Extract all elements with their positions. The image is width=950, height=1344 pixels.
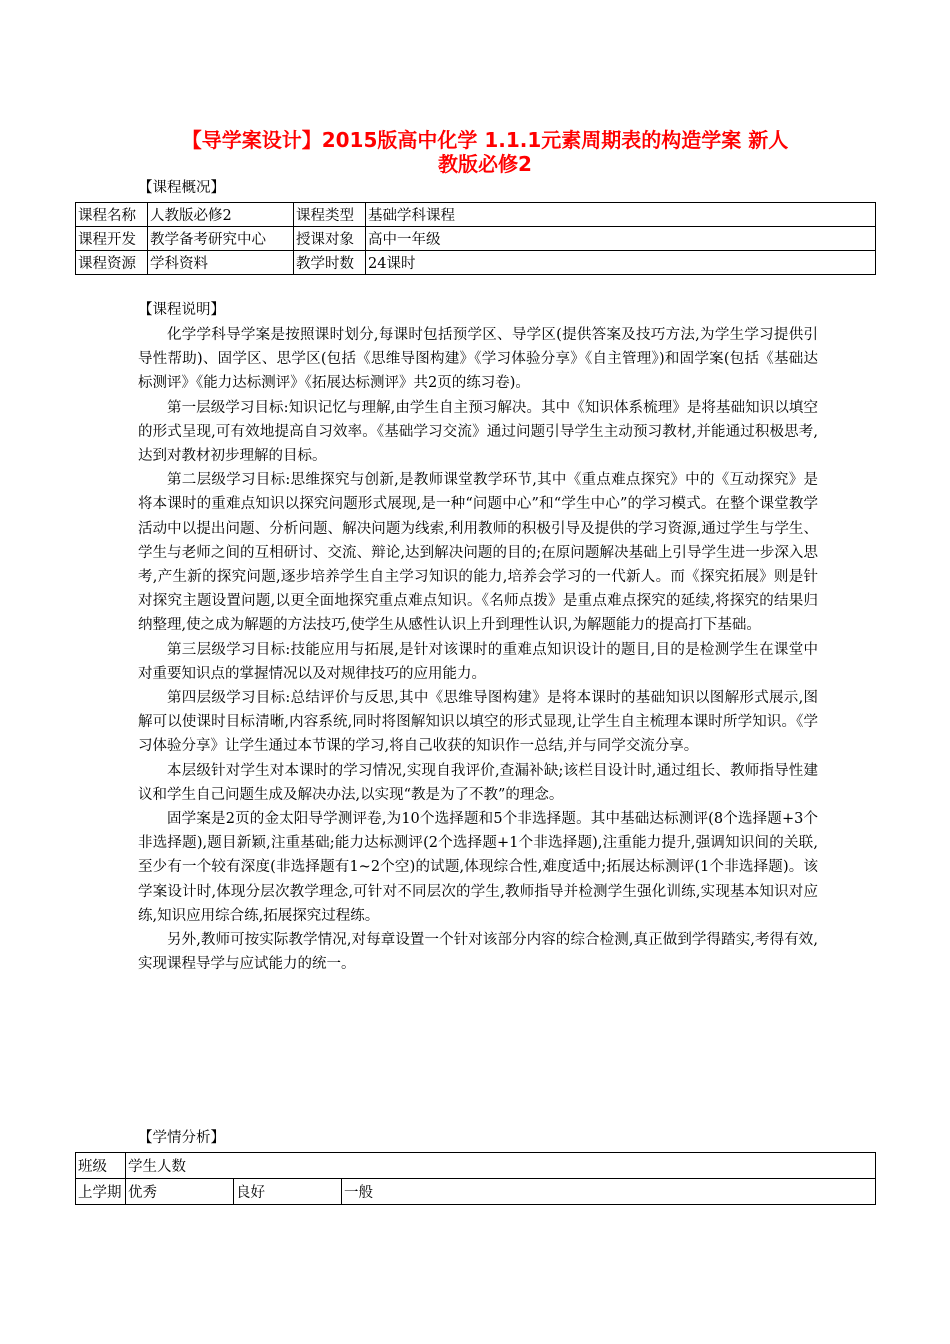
paragraph: 第二层级学习目标:思维探究与创新,是教师课堂教学环节,其中《重点难点探究》中的《互动探究》是将本课时的重难点知识以探究问题形式展现,是一种“问题中心”和“学生中心”的学习模式。在整个课堂教学活动中以提出问题、分析问题、解决问题为线索,利用教师的积极引导及提供的学习资源,通过学生与学生、学生与老师之间的互相研讨、交流、辩论,达到解决问题的目的;在原问题解决基础上引导学生进一步深入思考,产生新的探究问题,逐步培养学生自主学习知识的能力,培养会学习的一代新人。而《探究拓展》则是针对探究主题设置问题,以更全面地探究重点难点知识。《名师点拨》是重点难点探究的延续,将探究的结果归纳整理,使之成为解题的方法技巧,使学生从感性认识上升到理性认识,为解题能力的提高打下基础。 (138, 472, 818, 634)
paragraph: 第三层级学习目标:技能应用与拓展,是针对该课时的重难点知识设计的题目,目的是检测学生在课堂中对重要知识点的掌握情况以及对规律技巧的应用能力。 (138, 641, 818, 682)
table-cell: 课程开发 (76, 227, 148, 251)
paragraph: 化学学科导学案是按照课时划分,每课时包括预学区、导学区(提供答案及技巧方法,为学生学习提供引导性帮助)、固学区、思学区(包括《思维导图构建》《学习体验分享》《自主管理》)和固学案(包括《基础达标测评》《能力达标测评》《拓展达标测评》共2页的练习卷)。 (138, 327, 818, 392)
table-row (76, 251, 876, 275)
course-description (138, 323, 818, 976)
analysis-heading: 【学情分析】 (138, 1130, 225, 1146)
table-cell: 人教版必修2 (148, 203, 294, 227)
table-row (76, 203, 876, 227)
table-row (76, 1153, 876, 1179)
paragraph: 本层级针对学生对本课时的学习情况,实现自我评价,查漏补缺;该栏目设计时,通过组长、教师指导性建议和学生自己问题生成及解决办法,以实现“教是为了不教”的理念。 (138, 762, 818, 803)
table-cell: 基础学科课程 (366, 203, 876, 227)
student-analysis-table (75, 1152, 876, 1205)
table-cell: 班级 (76, 1153, 126, 1179)
table-cell: 优秀 (126, 1179, 234, 1205)
table-cell: 良好 (234, 1179, 342, 1205)
table-cell: 教学备考研究中心 (148, 227, 294, 251)
paragraph: 另外,教师可按实际教学情况,对每章设置一个针对该部分内容的综合检测,真正做到学得踏实,考得有效,实现课程导学与应试能力的统一。 (138, 932, 818, 973)
table-cell: 授课对象 (294, 227, 366, 251)
course-overview-table (75, 202, 876, 275)
table-row (76, 227, 876, 251)
table-cell: 课程类型 (294, 203, 366, 227)
overview-heading: 【课程概况】 (138, 180, 225, 196)
table-cell: 学生人数 (126, 1153, 876, 1179)
paragraph: 固学案是2页的金太阳导学测评卷,为10个选择题和5个非选择题。其中基础达标测评(8个选择题+3个非选择题),题目新颖,注重基础;能力达标测评(2个选择题+1个非选择题),注重能力提升,强调知识间的关联,至少有一个较有深度(非选择题有1~2个空)的试题,体现综合性,难度适中;拓展达标测评(1个非选择题)。该学案设计时,体现分层次教学理念,可针对不同层次的学生,教师指导并检测学生强化训练,实现基本知识对应练,知识应用综合练,拓展探究过程练。 (138, 811, 818, 924)
paragraph: 第一层级学习目标:知识记忆与理解,由学生自主预习解决。其中《知识体系梳理》是将基础知识以填空的形式呈现,可有效地提高自习效率。《基础学习交流》通过问题引导学生主动预习教材,并能通过积极思考,达到对教材初步理解的目标。 (138, 399, 818, 465)
title-line-2: 教版必修2 (438, 152, 532, 176)
table-cell: 学科资料 (148, 251, 294, 275)
table-cell: 课程资源 (76, 251, 148, 275)
table-row (76, 1179, 876, 1205)
table-cell: 课程名称 (76, 203, 148, 227)
table-cell: 教学时数 (294, 251, 366, 275)
description-heading: 【课程说明】 (138, 302, 225, 318)
title-line-1: 【导学案设计】2015版高中化学 1.1.1元素周期表的构造学案 新人 (181, 128, 789, 152)
table-cell: 高中一年级 (366, 227, 876, 251)
paragraph: 第四层级学习目标:总结评价与反思,其中《思维导图构建》是将本课时的基础知识以图解形式展示,图解可以使课时目标清晰,内容系统,同时将图解知识以填空的形式显现,让学生自主梳理本课时所学知识。《学习体验分享》让学生通过本节课的学习,将自己收获的知识作一总结,并与同学交流分享。 (138, 690, 818, 755)
table-cell: 上学期 (76, 1179, 126, 1205)
table-cell: 24课时 (366, 251, 876, 275)
page-title (100, 128, 870, 176)
table-cell: 一般 (342, 1179, 876, 1205)
